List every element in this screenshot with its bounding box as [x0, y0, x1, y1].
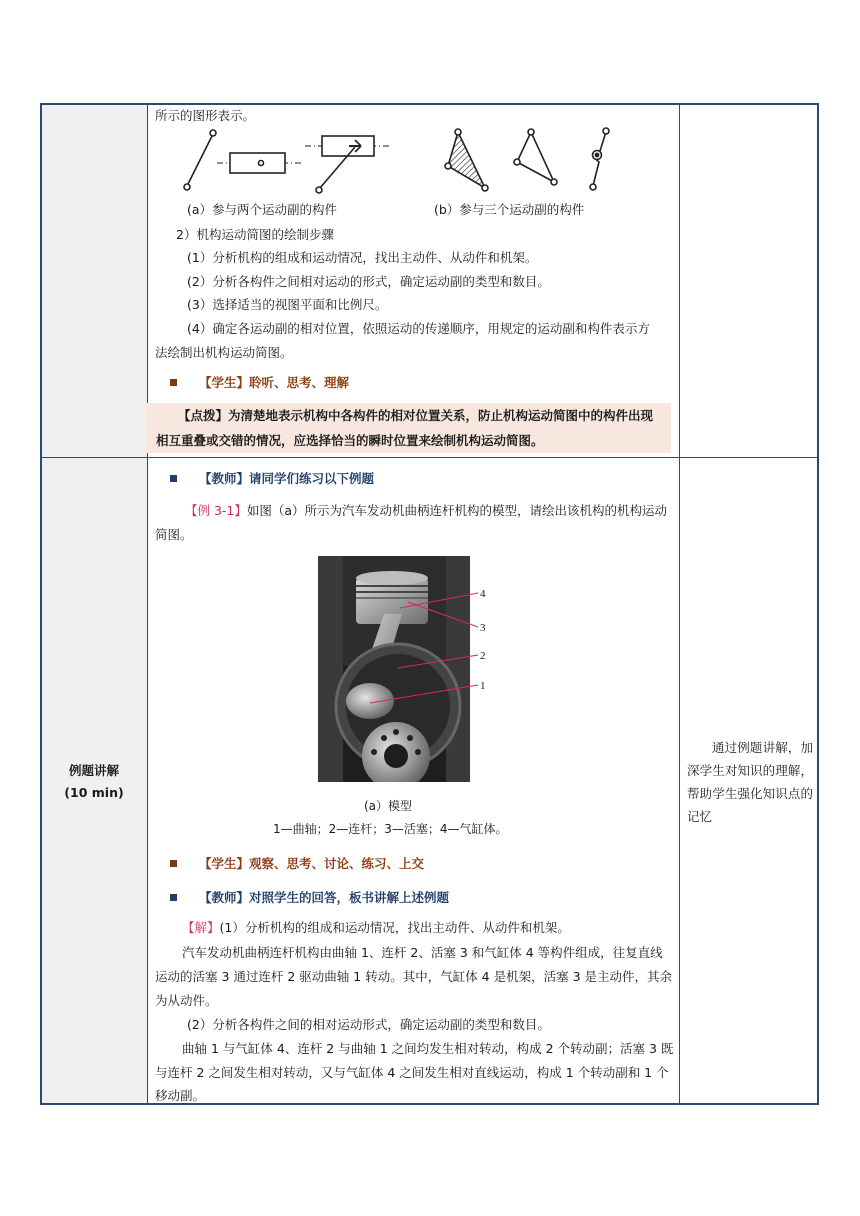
square-bullet-icon: [170, 860, 177, 867]
step-4-line2: 法绘制出机构运动简图。: [155, 345, 293, 360]
photo-legend: 1—曲轴；2—连杆；3—活塞；4—气缸体。: [273, 822, 508, 836]
caption-b: (b）参与三个运动副的构件: [434, 202, 585, 217]
photo-label-2: 2: [480, 650, 486, 662]
square-bullet-icon: [170, 894, 177, 901]
teacher-heading-1: 【教师】请同学们练习以下例题: [170, 470, 374, 488]
photo-label-1: 1: [480, 680, 486, 692]
square-bullet-icon: [170, 379, 177, 386]
answer-p2-line2: 与连杆 2 之间发生相对转动，又与气缸体 4 之间发生相对直线运动，构成 1 个转动副和 1 个: [155, 1065, 669, 1080]
student-heading-2: 【学生】观察、思考、讨论、练习、上交: [170, 855, 424, 873]
answer-p1-line3: 为从动件。: [155, 993, 218, 1008]
step-4-line1: (4）确定各运动副的相对位置，依照运动的传递顺序，用规定的运动副和构件表示方: [187, 321, 650, 336]
section-title: 例题讲解: [68, 763, 119, 778]
answer-p1-line2: 运动的活塞 3 通过连杆 2 驱动曲轴 1 转动。其中，气缸体 4 是机架，活塞 3 是主动件，其余: [155, 969, 672, 984]
square-bullet-icon: [170, 475, 177, 482]
photo-label-lines: [350, 586, 500, 706]
example-label: 【例 3-1】: [185, 503, 247, 518]
linkage-diagrams: [175, 126, 615, 196]
example-line-1: 【例 3-1】如图（a）所示为汽车发动机曲柄连杆机构的模型，请绘出该机构的机构运动: [185, 503, 668, 518]
row-divider: [42, 457, 817, 458]
answer-step-2: (2）分析各构件之间的相对运动形式，确定运动副的类型和数目。: [187, 1017, 550, 1032]
left-column: [42, 105, 148, 1103]
hint-line-1: 【点拨】为清楚地表示机构中各构件的相对位置关系，防止机构运动简图中的构件出现: [178, 408, 654, 423]
photo-label-3: 3: [480, 622, 486, 634]
answer-p2-line1: 曲轴 1 与气缸体 4、连杆 2 与曲轴 1 之间均发生相对转动，构成 2 个转动副；活塞 3 既: [182, 1041, 674, 1056]
answer-label: 【解】: [182, 920, 220, 935]
hint-line-2: 相互重叠或交错的情况，应选择恰当的瞬时位置来绘制机构运动简图。: [156, 433, 544, 448]
step-2: (2）分析各构件之间相对运动的形式，确定运动副的类型和数目。: [187, 274, 550, 289]
step-1: (1）分析机构的组成和运动情况，找出主动件、从动件和机架。: [187, 250, 538, 265]
step-heading: 2）机构运动简图的绘制步骤: [176, 227, 334, 242]
caption-a: (a）参与两个运动副的构件: [187, 202, 338, 217]
right-column: [679, 105, 817, 1103]
continuation-text: 所示的图形表示。: [155, 108, 256, 123]
photo-label-4: 4: [480, 588, 486, 600]
answer-p2-line3: 移动副。: [155, 1088, 206, 1103]
hint-box: [146, 403, 671, 453]
step-3: (3）选择适当的视图平面和比例尺。: [187, 297, 388, 312]
right-note: 通过例题讲解，加深学生对知识的理解，帮助学生强化知识点的记忆: [687, 740, 813, 824]
answer-p1-line1: 汽车发动机曲柄连杆机构由曲轴 1、连杆 2、活塞 3 和气缸体 4 等构件组成，往复直线: [182, 945, 663, 960]
answer-step-1: 【解】(1）分析机构的组成和运动情况，找出主动件、从动件和机架。: [182, 920, 570, 935]
example-line-2: 简图。: [155, 527, 193, 542]
teacher-heading-2: 【教师】对照学生的回答，板书讲解上述例题: [170, 889, 449, 907]
photo-caption: (a）模型: [364, 799, 413, 813]
section-duration: (10 min): [64, 785, 124, 800]
student-heading-1: 【学生】聆听、思考、理解: [170, 374, 349, 392]
